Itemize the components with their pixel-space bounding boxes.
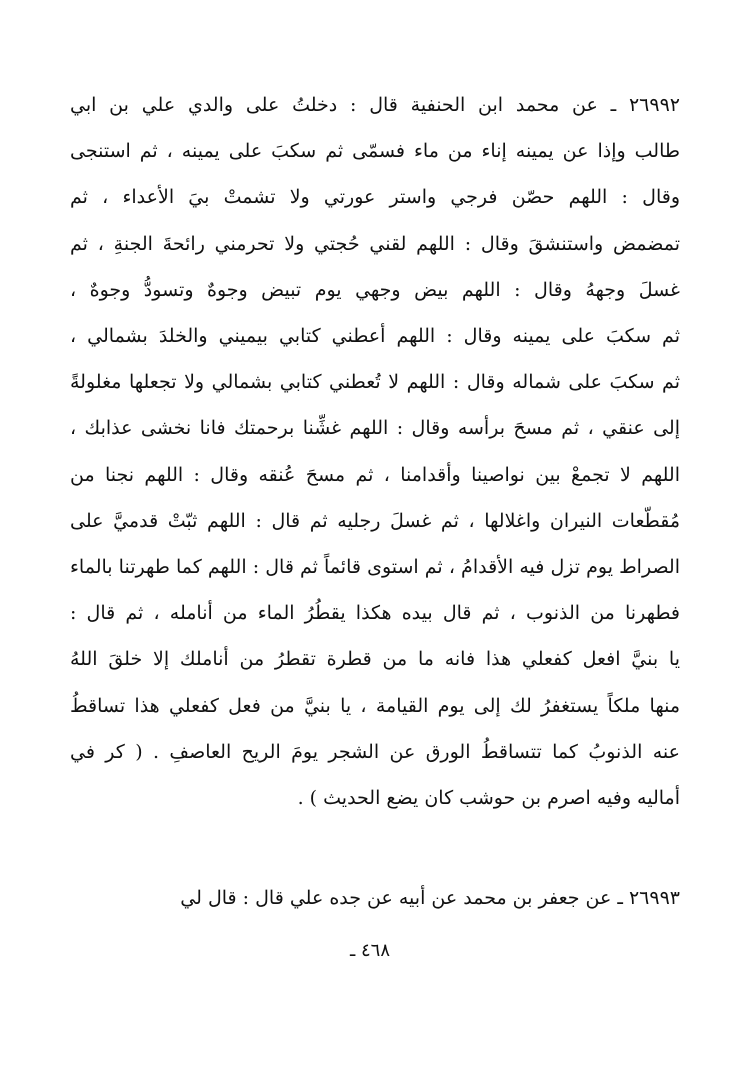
text-line: مُقطّعات النيران واغلالها ، ثم غسلَ رجليه ثم قال : اللهم ثبّتْ قدميَّ على [70,509,680,532]
page-number: ٤٦٨ ـ [349,940,390,961]
text-line: تمضمض واستنشقَ وقال : اللهم لقني حُجتي ولا تحرمني رائحةَ الجنةِ ، ثم [70,232,680,255]
text-line: اللهم لا تجمعْ بين نواصينا وأقدامنا ، ثم مسحَ عُنقه وقال : اللهم نجنا من [70,463,680,486]
text-line: غسلَ وجههُ وقال : اللهم بيض وجهي يوم تبيض وجوهٌ وتسودُّ وجوهٌ ، [70,278,680,301]
hadith-entry-26992 [70,82,680,821]
text-line: منها ملكاً يستغفرُ لك إلى يوم القيامة ، يا بنيَّ من فعل كفعلي هذا تساقطُ [70,694,680,717]
hadith-entry-26993-start: ٢٦٩٩٣ ـ عن جعفر بن محمد عن أبيه عن جده علي قال : قال لي [180,887,680,909]
text-line: وقال : اللهم حصّن فرجي واستر عورتي ولا تشمتْ بيَ الأعداء ، ثم [70,186,680,209]
text-line: طالب وإذا عن يمينه إناء من ماء فسمّى ثم سكبَ على يمينه ، ثم استنجى [70,140,680,163]
text-line: إلى عنقي ، ثم مسحَ برأسه وقال : اللهم غشِّنا برحمتك فانا نخشى عذابك ، [70,417,680,440]
text-line: فطهرنا من الذنوب ، ثم قال بيده هكذا يقطُرُ الماء من أنامله ، ثم قال : [70,602,680,625]
text-line-last: أماليه وفيه اصرم بن حوشب كان يضع الحديث ) . [297,787,680,810]
text-line: ثم سكبَ على يمينه وقال : اللهم أعطني كتابي بيميني والخلدَ بشمالي ، [70,325,680,348]
text-line: يا بنيَّ افعل كفعلي هذا فانه ما من قطرة تقطرُ من أناملك إلا خلقَ اللهُ [70,648,680,671]
text-line: الصراط يوم تزل فيه الأقدامُ ، ثم استوى قائماً ثم قال : اللهم كما طهرتنا بالماء [70,556,680,579]
text-line: عنه الذنوبُ كما تتساقطُ الورق عن الشجر يومَ الريح العاصفِ . ( كر في [70,740,680,763]
text-line: ثم سكبَ على شماله وقال : اللهم لا تُعطني كتابي بشمالي ولا تجعلها مغلولةً [70,371,680,394]
text-line: ٢٦٩٩٢ ـ عن محمد ابن الحنفية قال : دخلتُ على والدي علي بن ابي [70,94,680,116]
